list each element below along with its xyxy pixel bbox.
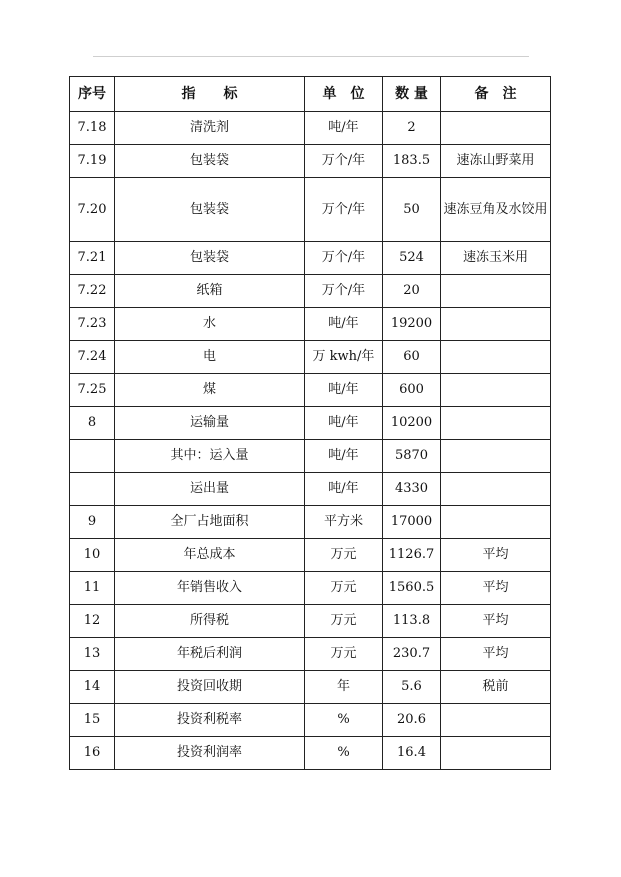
cell-quantity: 4330	[383, 473, 441, 506]
table-row	[70, 737, 551, 770]
cell-unit: 万个/年	[305, 275, 383, 308]
cell-quantity: 50	[383, 178, 441, 242]
cell-indicator: 运出量	[115, 473, 305, 506]
table-row	[70, 308, 551, 341]
cell-indicator: 纸箱	[115, 275, 305, 308]
cell-unit: 万元	[305, 539, 383, 572]
cell-quantity: 230.7	[383, 638, 441, 671]
cell-note	[441, 440, 551, 473]
cell-unit: 万个/年	[305, 178, 383, 242]
cell-seq: 15	[70, 704, 115, 737]
cell-seq: 16	[70, 737, 115, 770]
cell-quantity: 20	[383, 275, 441, 308]
cell-note	[441, 112, 551, 145]
cell-seq: 8	[70, 407, 115, 440]
cell-note: 速冻豆角及水饺用	[441, 178, 551, 242]
header-note: 备 注	[441, 77, 551, 112]
cell-quantity: 524	[383, 242, 441, 275]
header-seq: 序号	[70, 77, 115, 112]
cell-quantity: 5.6	[383, 671, 441, 704]
cell-seq: 7.25	[70, 374, 115, 407]
table-row	[70, 671, 551, 704]
cell-seq: 14	[70, 671, 115, 704]
cell-seq: 7.20	[70, 178, 115, 242]
table-row	[70, 506, 551, 539]
cell-indicator: 年税后利润	[115, 638, 305, 671]
cell-quantity: 2	[383, 112, 441, 145]
cell-quantity: 600	[383, 374, 441, 407]
cell-indicator: 年销售收入	[115, 572, 305, 605]
cell-quantity: 10200	[383, 407, 441, 440]
cell-quantity: 1126.7	[383, 539, 441, 572]
cell-indicator: 清洗剂	[115, 112, 305, 145]
cell-seq: 7.24	[70, 341, 115, 374]
cell-indicator: 煤	[115, 374, 305, 407]
cell-seq: 13	[70, 638, 115, 671]
cell-note: 速冻玉米用	[441, 242, 551, 275]
cell-quantity: 20.6	[383, 704, 441, 737]
cell-note	[441, 275, 551, 308]
cell-note: 平均	[441, 539, 551, 572]
cell-note	[441, 407, 551, 440]
cell-indicator: 投资利税率	[115, 704, 305, 737]
table-row	[70, 407, 551, 440]
cell-indicator: 包装袋	[115, 242, 305, 275]
cell-note	[441, 473, 551, 506]
cell-quantity: 16.4	[383, 737, 441, 770]
cell-quantity: 183.5	[383, 145, 441, 178]
cell-note	[441, 506, 551, 539]
cell-unit: 万元	[305, 605, 383, 638]
cell-seq: 12	[70, 605, 115, 638]
cell-seq: 10	[70, 539, 115, 572]
cell-unit: 吨/年	[305, 407, 383, 440]
cell-unit: 万个/年	[305, 145, 383, 178]
header-rule	[93, 56, 529, 57]
cell-unit: 万个/年	[305, 242, 383, 275]
cell-unit: 万 kwh/年	[305, 341, 383, 374]
cell-seq	[70, 473, 115, 506]
cell-seq: 7.19	[70, 145, 115, 178]
cell-indicator: 运输量	[115, 407, 305, 440]
cell-seq: 11	[70, 572, 115, 605]
table-row	[70, 178, 551, 242]
indicator-table	[69, 76, 551, 770]
table-row	[70, 473, 551, 506]
header-quantity: 数 量	[383, 77, 441, 112]
cell-quantity: 60	[383, 341, 441, 374]
table-row	[70, 374, 551, 407]
cell-note	[441, 704, 551, 737]
table-row	[70, 341, 551, 374]
cell-indicator: 其中：运入量	[115, 440, 305, 473]
cell-indicator: 全厂占地面积	[115, 506, 305, 539]
cell-indicator: 包装袋	[115, 145, 305, 178]
cell-seq: 9	[70, 506, 115, 539]
table-row	[70, 605, 551, 638]
cell-quantity: 1560.5	[383, 572, 441, 605]
cell-unit: 吨/年	[305, 473, 383, 506]
cell-note: 平均	[441, 605, 551, 638]
cell-indicator: 投资利润率	[115, 737, 305, 770]
cell-indicator: 所得税	[115, 605, 305, 638]
header-indicator: 指 标	[115, 77, 305, 112]
cell-quantity: 113.8	[383, 605, 441, 638]
cell-seq: 7.21	[70, 242, 115, 275]
cell-unit: %	[305, 704, 383, 737]
cell-seq: 7.23	[70, 308, 115, 341]
cell-unit: 万元	[305, 572, 383, 605]
cell-quantity: 17000	[383, 506, 441, 539]
cell-indicator: 水	[115, 308, 305, 341]
cell-seq: 7.22	[70, 275, 115, 308]
table-row	[70, 275, 551, 308]
cell-seq: 7.18	[70, 112, 115, 145]
cell-unit: 年	[305, 671, 383, 704]
table-row	[70, 440, 551, 473]
cell-unit: 吨/年	[305, 308, 383, 341]
cell-seq	[70, 440, 115, 473]
cell-unit: 吨/年	[305, 112, 383, 145]
cell-note	[441, 374, 551, 407]
header-unit: 单 位	[305, 77, 383, 112]
cell-unit: %	[305, 737, 383, 770]
table-header-row	[70, 77, 551, 112]
cell-note: 平均	[441, 638, 551, 671]
cell-indicator: 电	[115, 341, 305, 374]
cell-quantity: 5870	[383, 440, 441, 473]
cell-indicator: 年总成本	[115, 539, 305, 572]
cell-unit: 吨/年	[305, 374, 383, 407]
cell-quantity: 19200	[383, 308, 441, 341]
cell-indicator: 包装袋	[115, 178, 305, 242]
cell-unit: 平方米	[305, 506, 383, 539]
table-row	[70, 638, 551, 671]
cell-note: 税前	[441, 671, 551, 704]
table-row	[70, 112, 551, 145]
cell-note: 速冻山野菜用	[441, 145, 551, 178]
table-row	[70, 704, 551, 737]
cell-note	[441, 341, 551, 374]
table-row	[70, 572, 551, 605]
cell-indicator: 投资回收期	[115, 671, 305, 704]
cell-unit: 万元	[305, 638, 383, 671]
cell-note: 平均	[441, 572, 551, 605]
cell-note	[441, 308, 551, 341]
table-row	[70, 242, 551, 275]
cell-unit: 吨/年	[305, 440, 383, 473]
table-row	[70, 539, 551, 572]
table-row	[70, 145, 551, 178]
cell-note	[441, 737, 551, 770]
